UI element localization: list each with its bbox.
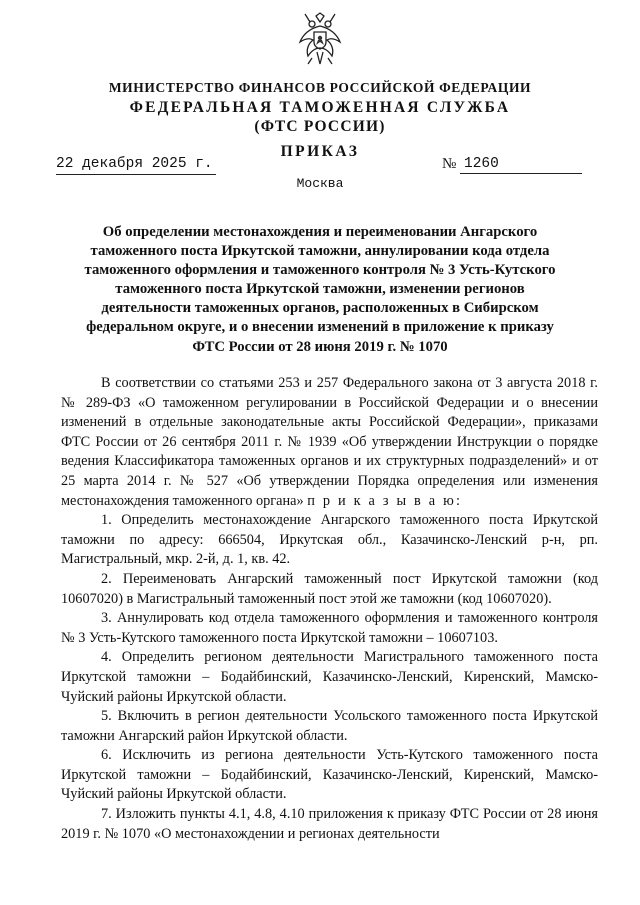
order-date: 22 декабря 2025 г. — [56, 156, 216, 175]
order-item: 5. Включить в регион деятельности Усольского таможенного поста Иркутской таможни Ангарский район Иркутской области. — [61, 708, 598, 744]
ministry-name: МИНИСТЕРСТВО ФИНАНСОВ РОССИЙСКОЙ ФЕДЕРАЦИИ — [108, 80, 532, 95]
coat-of-arms-icon — [296, 8, 344, 68]
order-item: 2. Переименовать Ангарский таможенный пост Иркутской таможни (код 10607020) в Магистральный таможенный пост этой же таможни (код 10607020). — [61, 570, 598, 607]
order-item: 1. Определить местонахождение Ангарского таможенного поста Иркутской таможни по адресу: 666504, Иркутская обл., Казачинско-Ленский р-н, рп. Магистральный, мкр. 2-й, д. 1, кв. 42. — [61, 512, 598, 568]
order-number: 1260 — [460, 156, 582, 174]
agency-name: ФЕДЕРАЛЬНАЯ ТАМОЖЕННАЯ СЛУЖБА — [129, 99, 511, 116]
city: Москва — [296, 176, 344, 191]
order-item: 6. Исключить из региона деятельности Усть-Кутского таможенного поста Иркутской таможни – Бодайбинский, Казачинско-Ленский, Киренский, Мамско-Чуйский районы Иркутской области. — [61, 747, 598, 803]
order-item: 4. Определить регионом деятельности Магистрального таможенного поста Иркутской таможни – Бодайбинский, Казачинско-Ленский, Киренский, Мамско-Чуйский районы Иркутской области. — [61, 649, 598, 705]
preamble — [61, 374, 598, 511]
order-title: Об определении местонахождения и переименовании Ангарского таможенного поста Иркутской таможни, аннулировании кода отдела таможенного оформления и таможенного контроля № 3 Усть-Кутского таможенного поста Иркутской таможни, изменении регионов деятельности таможенных органов, расположенных в Сибирском федеральном округе, и о внесении изменений в приложение к приказу ФТС России от 28 июня 2019 г. № 1070 — [84, 224, 556, 355]
document-type: ПРИКАЗ — [280, 143, 360, 160]
order-word: п р и к а з ы в а ю: — [307, 492, 463, 509]
order-item: 7. Изложить пункты 4.1, 4.8, 4.10 приложения к приказу ФТС России от 28 июня 2019 г. № 1070 «О местонахождении и регионах деятельности — [61, 806, 598, 842]
agency-short-name: (ФТС РОССИИ) — [254, 118, 386, 135]
order-body — [61, 374, 598, 844]
order-item: 3. Аннулировать код отдела таможенного оформления и таможенного контроля № 3 Усть-Кутского таможенного поста Иркутской таможни – 10607103. — [61, 610, 598, 646]
number-sign: № — [442, 156, 457, 172]
preamble-text: В соответствии со статьями 253 и 257 Федерального закона от 3 августа 2018 г. № 289-ФЗ «О таможенном регулировании в Российской Федерации и о внесении изменений в отдельные законодательные акты Российской Федерации», приказами ФТС России от 26 сентября 2011 г. № 1939 «Об утверждении Инструкции о порядке ведения Классификатора таможенных органов и их структурных подразделений» и от 25 марта 2014 г. № 527 «Об утверждении Порядка определения или изменения местонахождения таможенного органа» — [61, 375, 598, 509]
